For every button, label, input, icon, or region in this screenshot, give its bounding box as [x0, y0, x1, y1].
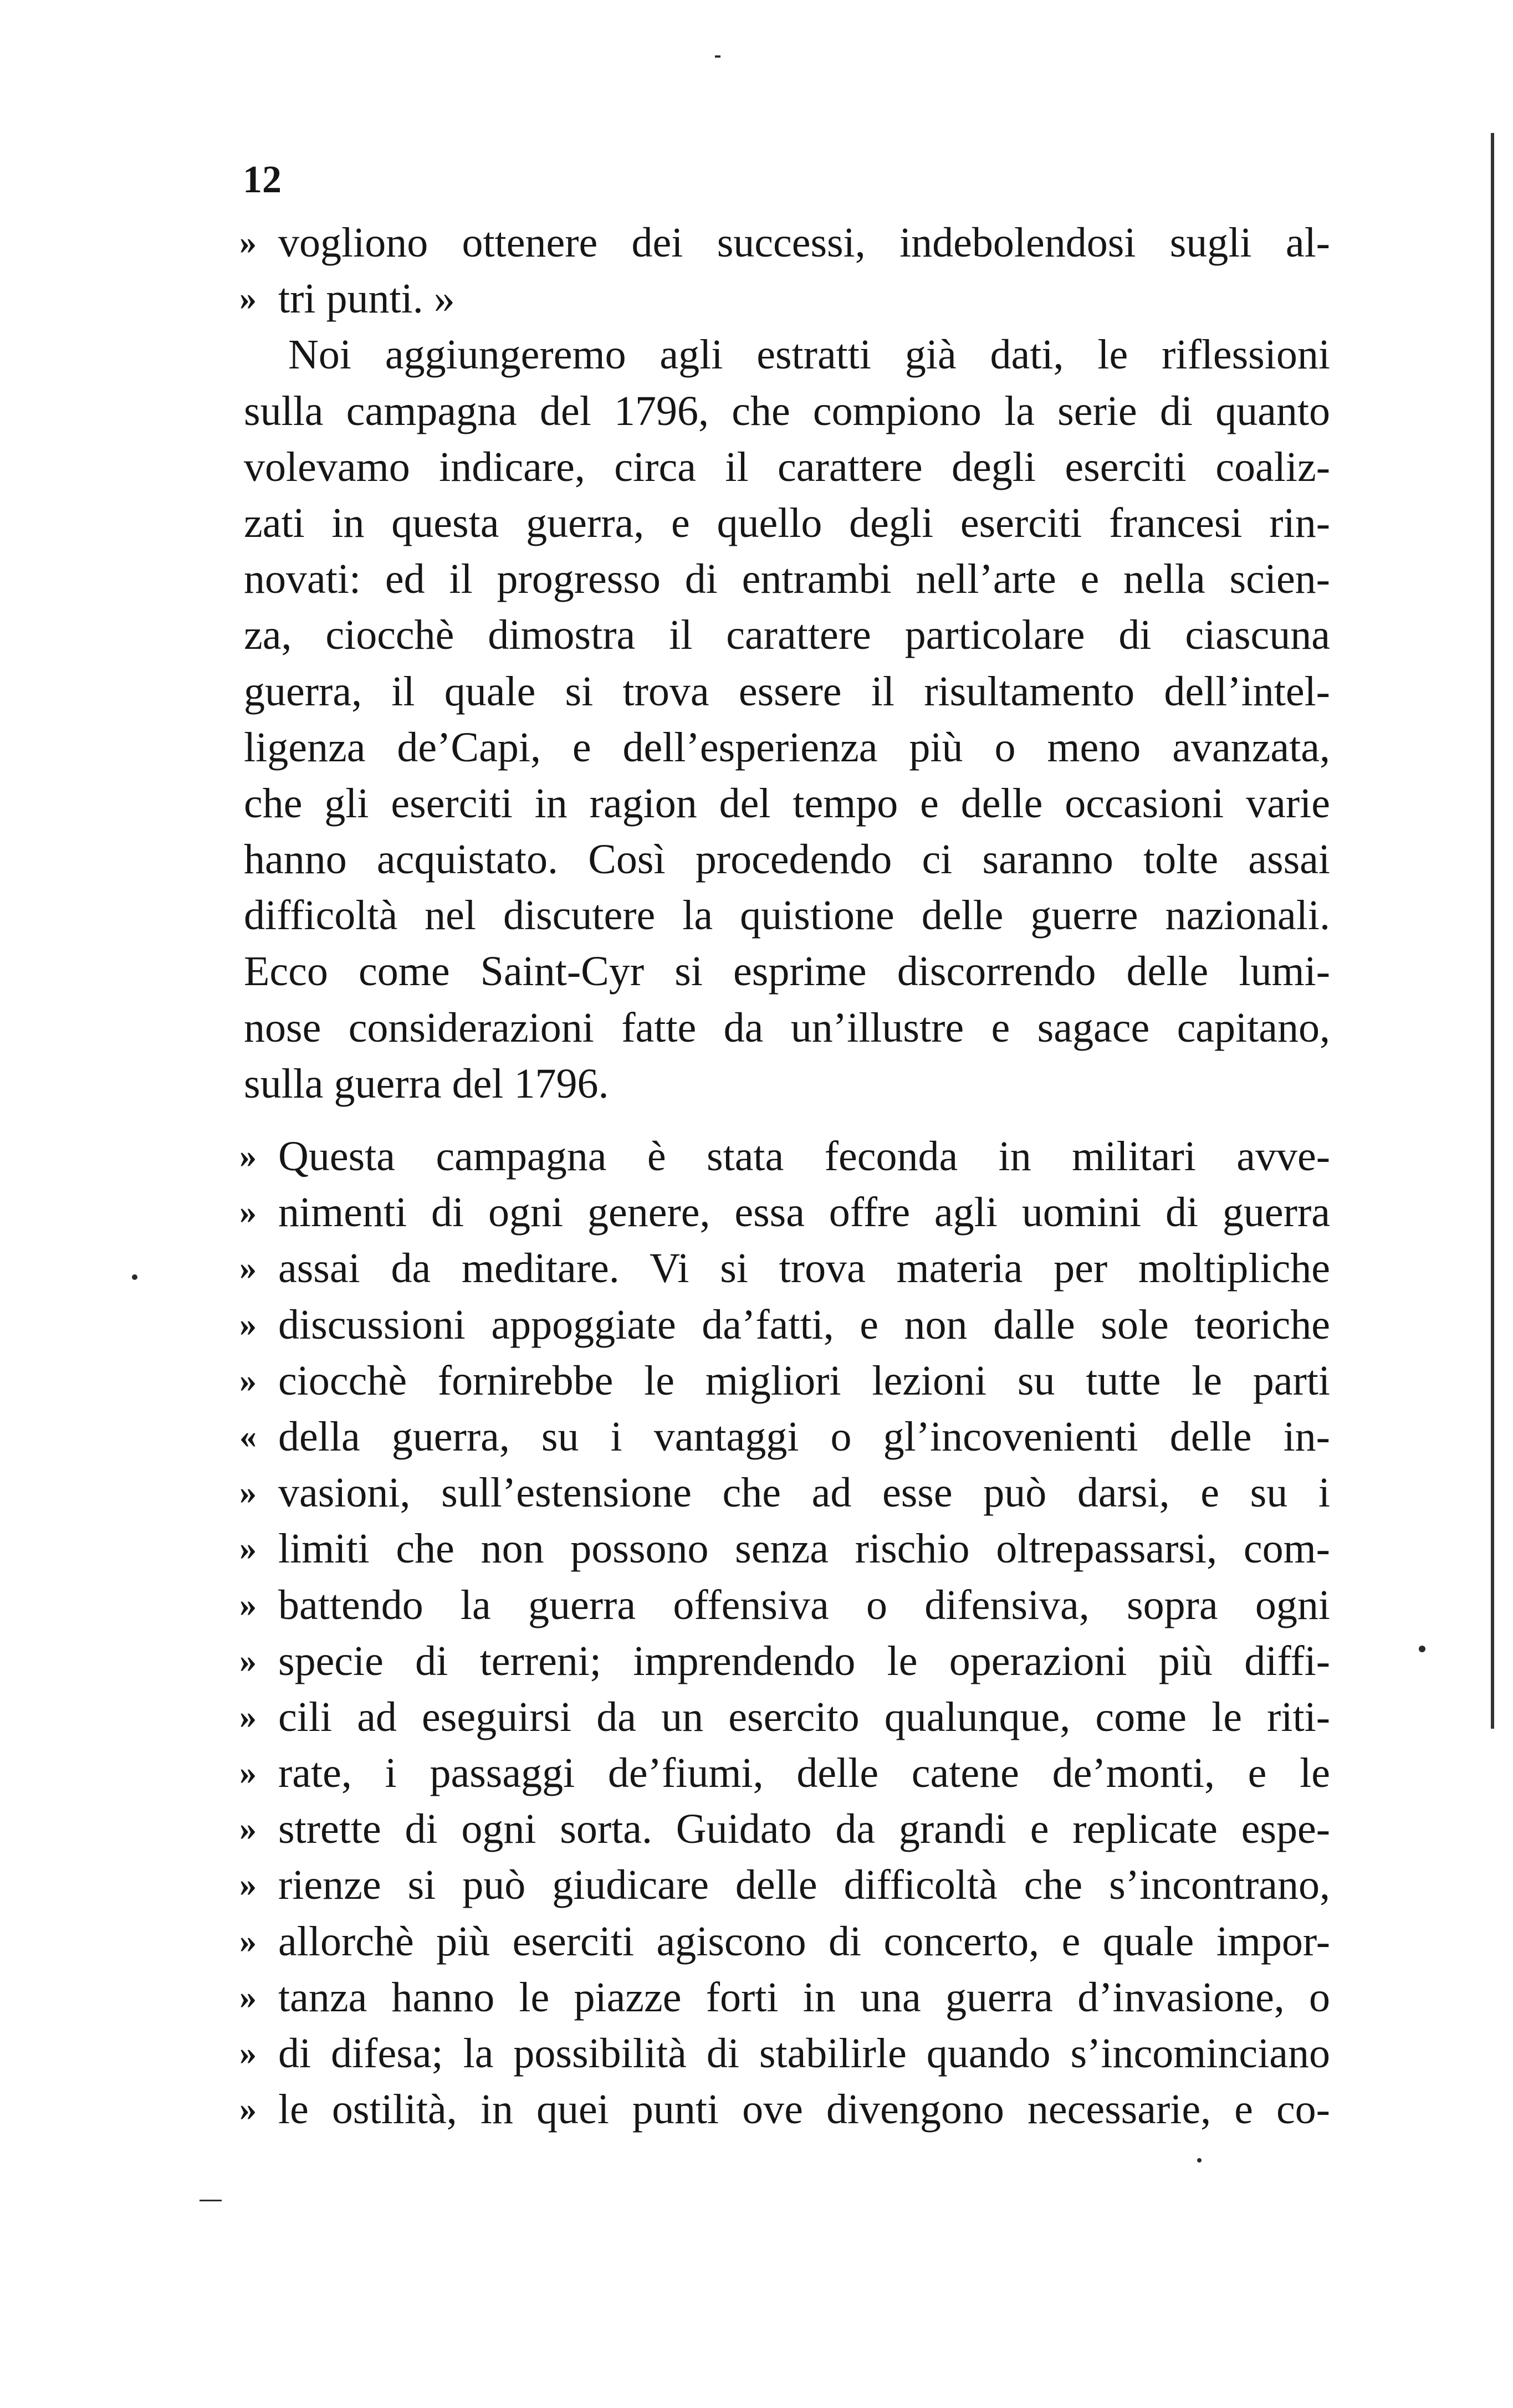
- line-text: rienze si può giudicare delle difficoltà che s’incontrano,: [278, 1862, 1330, 1909]
- line-text: hanno acquistato. Così procedendo ci saranno tolte assai: [244, 836, 1330, 883]
- line-text: assai da meditare. Vi si trova materia per moltipliche: [278, 1245, 1330, 1292]
- quote-mark: »: [239, 2091, 257, 2129]
- quote-mark: «: [239, 1417, 257, 1456]
- text-line: [244, 327, 1330, 383]
- line-text: allorchè più eserciti agiscono di concerto, e quale impor-: [278, 1918, 1330, 1965]
- text-line: [244, 832, 1330, 888]
- line-text: tri punti. »: [278, 275, 455, 322]
- text-line: [239, 1745, 1330, 1801]
- quote-mark: »: [239, 1361, 257, 1400]
- text-line: [239, 1970, 1330, 2026]
- line-text: difficoltà nel discutere la quistione delle guerre nazionali.: [244, 892, 1330, 939]
- text-line: [239, 1353, 1330, 1409]
- text-line: [239, 271, 1330, 327]
- text-line: [239, 1297, 1330, 1353]
- text-line: [244, 551, 1330, 607]
- quote-mark: »: [239, 1249, 257, 1288]
- line-text: le ostilità, in quei punti ove divengono necessarie, e co-: [278, 2086, 1330, 2133]
- text-line: [244, 888, 1330, 944]
- quote-mark: »: [239, 1138, 257, 1175]
- quote-mark: »: [239, 1754, 257, 1792]
- scan-speck: [200, 2200, 222, 2201]
- line-text: guerra, il quale si trova essere il risultamento dell’intel-: [244, 668, 1330, 715]
- line-text: cili ad eseguirsi da un esercito qualunque, come le riti-: [278, 1693, 1330, 1740]
- line-text: di difesa; la possibilità di stabilirle quando s’incominciano: [278, 2030, 1330, 2077]
- text-line: [239, 1914, 1330, 1970]
- text-line: [244, 944, 1330, 1000]
- text-line: [239, 1241, 1330, 1297]
- line-text: za, ciocchè dimostra il carattere particolare di ciascuna: [244, 612, 1330, 659]
- text-line: [239, 215, 1330, 271]
- quote-mark: »: [239, 1642, 257, 1680]
- quote-mark: »: [239, 280, 257, 318]
- text-line: [244, 720, 1330, 776]
- text-line: [239, 1689, 1330, 1745]
- line-text: battendo la guerra offensiva o difensiva, sopra ogni: [278, 1581, 1330, 1628]
- text-line: [239, 1129, 1330, 1185]
- line-text: novati: ed il progresso di entrambi nell’arte e nella scien-: [244, 556, 1330, 603]
- line-text: nimenti di ogni genere, essa offre agli uomini di guerra: [278, 1189, 1330, 1236]
- text-line: [244, 1056, 1330, 1112]
- line-text: vasioni, sull’estensione che ad esse può darsi, e su i: [278, 1469, 1330, 1516]
- quote-mark: »: [239, 1978, 257, 2016]
- text-line: [239, 1633, 1330, 1689]
- text-line: [239, 1465, 1330, 1521]
- quote-mark: »: [239, 1586, 257, 1624]
- text-line: [244, 383, 1330, 439]
- text-line: [239, 2082, 1330, 2138]
- quote-mark: »: [239, 1810, 257, 1848]
- text-line: [239, 1577, 1330, 1633]
- text-line: [239, 1857, 1330, 1913]
- line-text: specie di terreni; imprendendo le operazioni più diffi-: [278, 1637, 1330, 1684]
- line-text: volevamo indicare, circa il carattere degli eserciti coaliz-: [244, 443, 1330, 490]
- line-text: limiti che non possono senza rischio oltrepassarsi, com-: [278, 1525, 1330, 1572]
- quote-mark: »: [239, 224, 257, 262]
- line-text: sulla guerra del 1796.: [244, 1060, 609, 1107]
- line-text: tanza hanno le piazze forti in una guerra d’invasione, o: [278, 1974, 1330, 2021]
- line-text: nose considerazioni fatte da un’illustre e sagace capitano,: [244, 1004, 1330, 1051]
- line-text: Noi aggiungeremo agli estratti già dati, le riflessioni: [288, 331, 1330, 378]
- scan-speck: [132, 1274, 137, 1280]
- quote-mark: »: [239, 1530, 257, 1568]
- text-line: [244, 776, 1330, 832]
- text-line: [244, 1000, 1330, 1056]
- text-line: [244, 664, 1330, 720]
- line-text: ligenza de’Capi, e dell’esperienza più o meno avanzata,: [244, 724, 1330, 771]
- line-text: zati in questa guerra, e quello degli eserciti francesi rin-: [244, 499, 1330, 546]
- text-line: [239, 1801, 1330, 1857]
- quote-mark: »: [239, 1698, 257, 1736]
- line-text: rate, i passaggi de’fiumi, delle catene de’monti, e le: [278, 1750, 1330, 1797]
- line-text: discussioni appoggiate da’fatti, e non dalle sole teoriche: [278, 1301, 1330, 1348]
- line-text: vogliono ottenere dei successi, indebolendosi sugli al-: [278, 219, 1330, 266]
- text-line: [244, 439, 1330, 495]
- page-number: 12: [243, 158, 282, 201]
- text-line: [239, 1185, 1330, 1241]
- scan-speck: [1197, 2158, 1202, 2163]
- text-line: [244, 495, 1330, 551]
- line-text: ciocchè fornirebbe le migliori lezioni su tutte le parti: [278, 1357, 1330, 1404]
- line-text: strette di ogni sorta. Guidato da grandi e replicate espe-: [278, 1806, 1330, 1853]
- quote-mark: »: [239, 1474, 257, 1512]
- body-text: [239, 215, 1330, 2138]
- text-line: [239, 2026, 1330, 2082]
- quote-mark: »: [239, 1193, 257, 1232]
- line-text: che gli eserciti in ragion del tempo e delle occasioni varie: [244, 780, 1330, 827]
- text-line: [239, 1409, 1330, 1465]
- quote-mark: »: [239, 1305, 257, 1344]
- line-text: sulla campagna del 1796, che compiono la serie di quanto: [244, 387, 1330, 434]
- quote-mark: »: [239, 1866, 257, 1904]
- line-text: Questa campagna è stata feconda in militari avve-: [278, 1133, 1330, 1180]
- scan-speck: [1419, 1646, 1425, 1652]
- text-line: [239, 1521, 1330, 1577]
- quote-mark: »: [239, 1922, 257, 1960]
- quote-mark: »: [239, 2035, 257, 2072]
- scan-speck: [715, 55, 720, 58]
- page-edge-shadow: [1491, 133, 1494, 1729]
- text-line: [244, 607, 1330, 663]
- line-text: della guerra, su i vantaggi o gl’incovenienti delle in-: [278, 1413, 1330, 1460]
- line-text: Ecco come Saint-Cyr si esprime discorrendo delle lumi-: [244, 948, 1330, 995]
